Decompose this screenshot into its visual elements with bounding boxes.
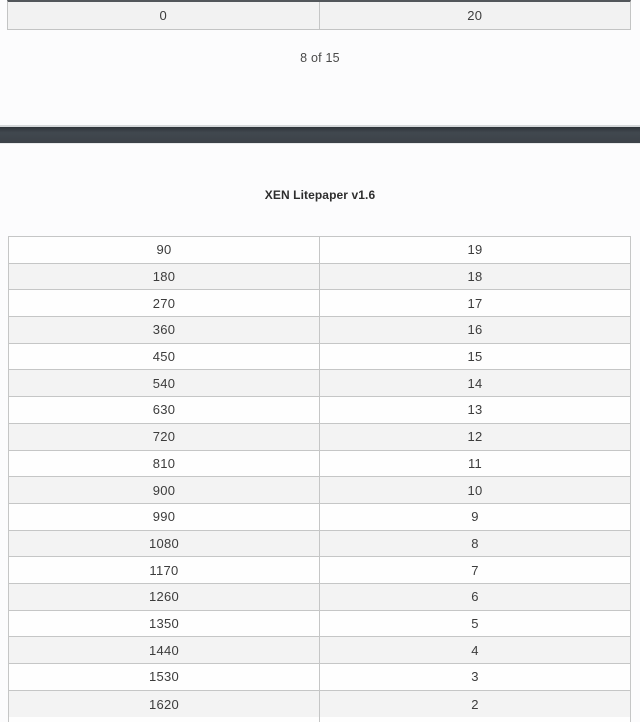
table-cell: 3 bbox=[471, 669, 479, 685]
table-cell: 990 bbox=[9, 504, 320, 530]
table-cell: 5 bbox=[471, 615, 479, 631]
table-cell: 360 bbox=[9, 317, 320, 343]
table-row bbox=[9, 531, 630, 558]
table-cell bbox=[9, 717, 320, 722]
table-cell: 1350 bbox=[9, 611, 320, 637]
table-row bbox=[9, 397, 630, 424]
table-cell: 90 bbox=[9, 237, 320, 263]
table-cell: 540 bbox=[9, 370, 320, 396]
table-cell: 10 bbox=[467, 482, 483, 498]
table-cell: 450 bbox=[9, 344, 320, 370]
table-cell: 2 bbox=[471, 696, 479, 712]
table-row bbox=[9, 451, 630, 478]
table-row bbox=[9, 611, 630, 638]
table-cell: 720 bbox=[9, 424, 320, 450]
table-cell: 20 bbox=[467, 8, 483, 23]
table-cell: 11 bbox=[467, 455, 483, 471]
table-row bbox=[9, 477, 630, 504]
previous-page-table-fragment bbox=[7, 0, 631, 30]
table-cell: 13 bbox=[467, 402, 483, 418]
table-cell: 900 bbox=[9, 477, 320, 503]
table-cell: 4 bbox=[471, 642, 479, 658]
table-cell: 18 bbox=[467, 269, 483, 285]
table-cell: 12 bbox=[467, 429, 483, 445]
table-cell: 14 bbox=[467, 375, 483, 391]
table-cell: 6 bbox=[471, 589, 479, 605]
table-cell: 19 bbox=[467, 242, 483, 258]
table-row bbox=[9, 290, 630, 317]
table-cell: 0 bbox=[8, 2, 320, 29]
table-cell: 1080 bbox=[9, 531, 320, 557]
table-row bbox=[9, 557, 630, 584]
table-row bbox=[8, 2, 630, 29]
table-row bbox=[9, 264, 630, 291]
page-separator bbox=[0, 125, 640, 144]
table-row bbox=[9, 237, 630, 264]
table-cell: 1530 bbox=[9, 664, 320, 690]
table-cell: 1260 bbox=[9, 584, 320, 610]
page-indicator: 8 of 15 bbox=[300, 51, 340, 65]
table-row bbox=[9, 370, 630, 397]
table-cell: 15 bbox=[467, 349, 483, 365]
table-row bbox=[9, 584, 630, 611]
table-cell: 17 bbox=[467, 295, 483, 311]
table-cell: 1170 bbox=[9, 557, 320, 583]
table-cell: 630 bbox=[9, 397, 320, 423]
table-row bbox=[9, 664, 630, 691]
table-row bbox=[9, 317, 630, 344]
table-cell: 8 bbox=[471, 535, 479, 551]
table-row-partial bbox=[9, 717, 630, 722]
table-cell: 1620 bbox=[9, 691, 320, 718]
table-cell: 180 bbox=[9, 264, 320, 290]
table-row bbox=[9, 691, 630, 718]
page-separator-edge bbox=[0, 143, 640, 144]
table-cell: 16 bbox=[467, 322, 483, 338]
table-row bbox=[9, 344, 630, 371]
table-row bbox=[9, 637, 630, 664]
table-cell bbox=[320, 717, 630, 722]
table-cell: 810 bbox=[9, 451, 320, 477]
table-cell: 9 bbox=[471, 509, 479, 525]
table-cell: 7 bbox=[471, 562, 479, 578]
conversion-table bbox=[8, 236, 631, 722]
document-title: XEN Litepaper v1.6 bbox=[264, 188, 376, 202]
table-row bbox=[9, 424, 630, 451]
table-row bbox=[9, 504, 630, 531]
table-body bbox=[9, 237, 630, 717]
table-cell: 270 bbox=[9, 290, 320, 316]
page-separator-band bbox=[0, 127, 640, 143]
table-cell: 1440 bbox=[9, 637, 320, 663]
